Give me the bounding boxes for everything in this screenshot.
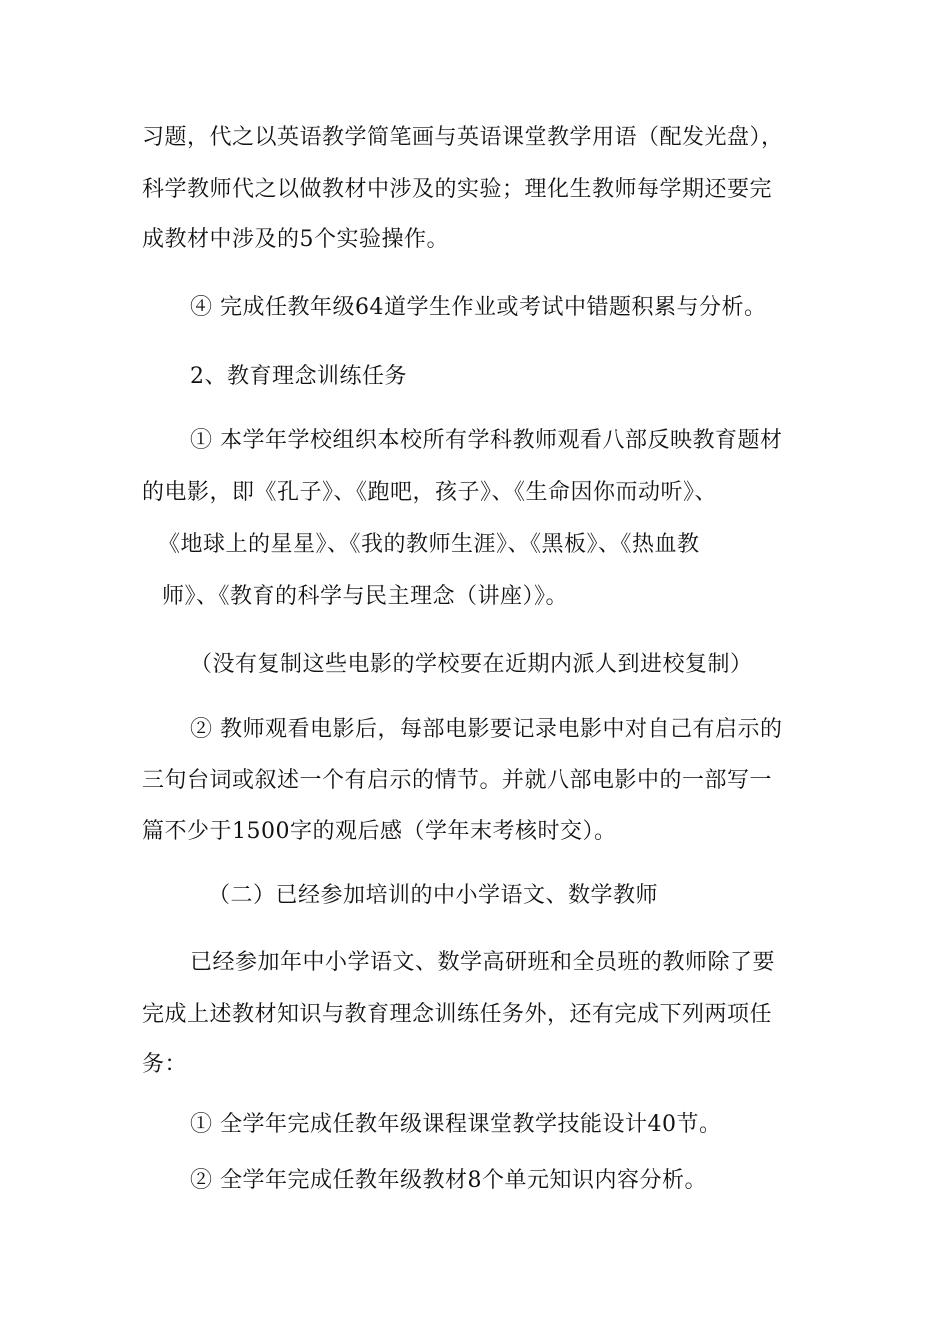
text-line: 篇不少于1500字的观后感（学年末考核时交）。 <box>142 819 617 844</box>
text-line: 科学教师代之以做教材中涉及的实验；理化生教师每学期还要完 <box>142 177 773 202</box>
text-line: 完成上述教材知识与教育理念训练任务外，还有完成下列两项任 <box>142 1002 773 1027</box>
text-line: ① 全学年完成任教年级课程课堂教学技能设计40节。 <box>190 1112 722 1137</box>
text-line: ② 全学年完成任教年级教材8个单元知识内容分析。 <box>190 1168 707 1193</box>
text-line: 已经参加年中小学语文、数学高研班和全员班的教师除了要 <box>190 950 776 975</box>
text-line: 的电影，即《孔子》、《跑吧，孩子》、《生命因你而动听》、 <box>142 480 718 505</box>
text-line: 《地球上的星星》、《我的教师生涯》、《黑板》、《热血教 <box>158 532 700 557</box>
section-heading: （二）已经参加培训的中小学语文、数学教师 <box>208 883 659 908</box>
text-line: ② 教师观看电影后，每部电影要记录电影中对自己有启示的 <box>190 717 783 742</box>
text-line: 成教材中涉及的5个实验操作。 <box>142 227 449 252</box>
text-line: 三句台词或叙述一个有启示的情节。并就八部电影中的一部写一 <box>142 768 773 793</box>
text-line: 师》、《教育的科学与民主理念（讲座）》。 <box>162 584 569 609</box>
section-heading: 2、教育理念训练任务 <box>190 364 407 389</box>
text-line: ④ 完成任教年级64道学生作业或考试中错题积累与分析。 <box>190 295 767 320</box>
text-line: （没有复制这些电影的学校要在近期内派人到进校复制） <box>190 652 753 677</box>
text-line: 务： <box>142 1052 188 1077</box>
text-line: 习题，代之以英语教学简笔画与英语课堂教学用语（配发光盘）， <box>142 125 784 150</box>
text-line: ① 本学年学校组织本校所有学科教师观看八部反映教育题材 <box>190 428 783 453</box>
